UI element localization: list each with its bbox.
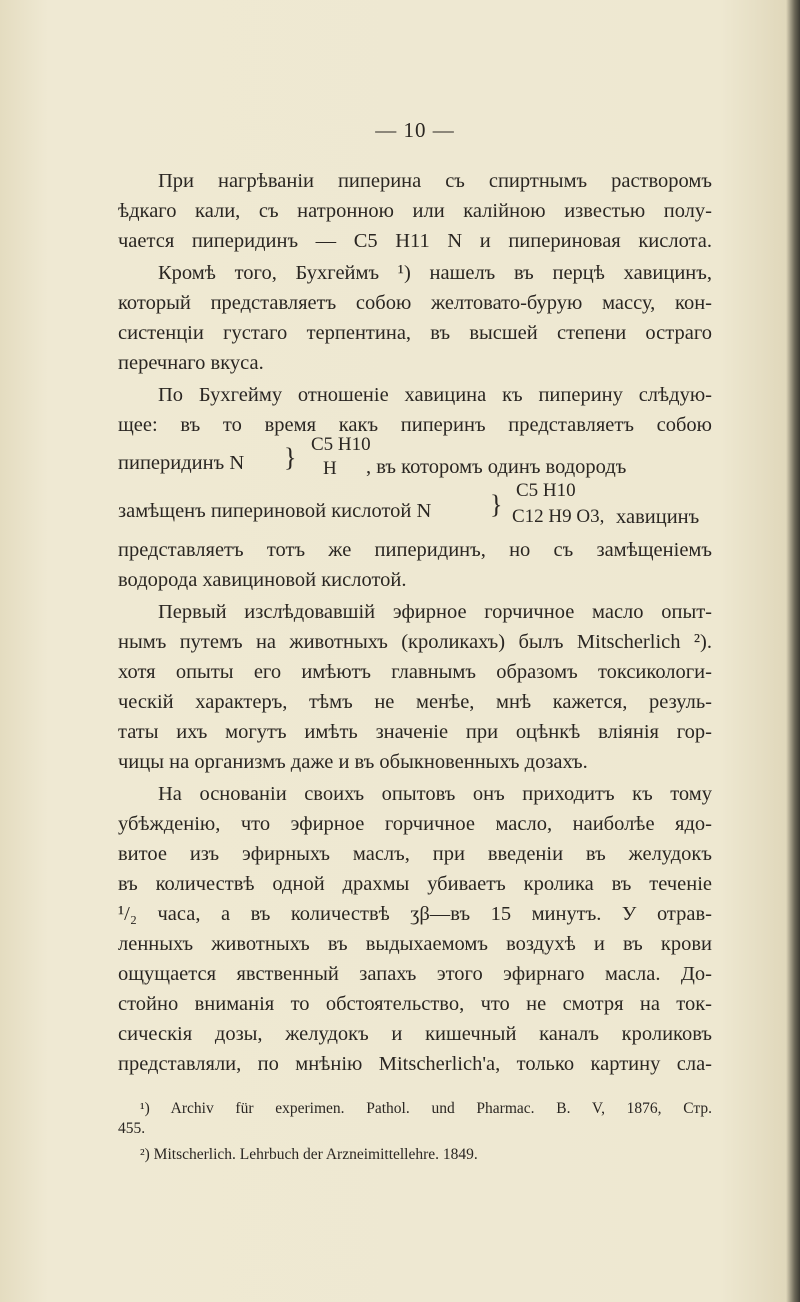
formula-bottom: H [323,458,337,479]
brace-glyph: } [284,443,297,472]
formula-bottom: C12 H9 O3, [512,506,605,527]
page-number: — 10 — [375,118,455,142]
formula-top: C5 H10 [516,480,576,501]
footnote-1-cont: 455. [118,1120,146,1137]
text-line: чицы на организмъ даже и въ обыкновенныхъ дозахъ. [118,751,588,773]
text-line: витое изъ эфирныхъ маслъ, при введеніи въ желудокъ [118,843,712,865]
text-line: ¹/₂ часа, а въ количествѣ ʒβ—въ 15 минутъ. У отрав- [118,903,712,925]
text-line: систенціи густаго терпентина, въ высшей степени остраго [118,322,712,344]
text-line: Кромѣ того, Бухгеймъ ¹) нашелъ въ перцѣ хавицинъ, [158,262,712,284]
page-edge-shadow [786,0,800,1302]
text-line: ленныхъ животныхъ въ выдыхаемомъ воздухѣ и въ крови [118,933,712,955]
text-line: По Бухгейму отношеніе хавицина къ пиперину слѣдую- [158,384,712,406]
footnote-2: ²) Mitscherlich. Lehrbuch der Arzneimittellehre. 1849. [140,1146,478,1163]
text-line: въ количествѣ одной драхмы убиваетъ кролика въ теченіе [118,873,712,895]
text-line: перечнаго вкуса. [118,352,264,374]
text-line: стойно вниманія то обстоятельство, что не смотря на ток- [118,993,712,1015]
text-line: хотя опыты его имѣютъ главнымъ образомъ токсикологи- [118,661,712,683]
text-line: сическія дозы, желудокъ и кишечный каналъ кроликовъ [118,1023,712,1045]
text-line: представляли, по мнѣнію Mitscherlich'а, только картину сла- [118,1053,712,1075]
text-line: чается пиперидинъ — C5 H11 N и пипериновая кислота. [118,230,712,252]
text-line: ческій характеръ, тѣмъ не менѣе, мнѣ кажется, резуль- [118,691,712,713]
text-line: нымъ путемъ на животныхъ (кроликахъ) былъ Mitscherlich ²). [118,631,712,653]
text-line: На основаніи своихъ опытовъ онъ приходитъ къ тому [158,783,712,805]
text-line: представляетъ тотъ же пиперидинъ, но съ замѣщеніемъ [118,539,712,561]
text-line: При нагрѣваніи пиперина съ спиртнымъ растворомъ [158,170,712,192]
text-line: щее: въ то время какъ пиперинъ представляетъ собою [118,414,712,436]
formula-right-text: , въ которомъ одинъ водородъ [366,456,627,478]
formula-right-text: хавицинъ [616,506,700,528]
formula-left-text: пиперидинъ N [118,452,245,474]
text-line: водорода хавициновой кислотой. [118,569,407,591]
brace-glyph: } [490,490,503,519]
text-line: который представляетъ собою желтовато-бурую массу, кон- [118,292,712,314]
text-line: убѣжденію, что эфирное горчичное масло, наиболѣе ядо- [118,813,712,835]
text-line: таты ихъ могутъ имѣть значеніе при оцѣнкѣ вліянія гор- [118,721,712,743]
text-line: ощущается явственный запахъ этого эфирнаго масла. До- [118,963,712,985]
formula-left-text: замѣщенъ пипериновой кислотой N [118,500,432,522]
formula-top: C5 H10 [311,434,371,455]
footnote-1: ¹) Archiv für experimen. Pathol. und Pharmac. B. V, 1876, Стр. [140,1100,712,1117]
text-line: ѣдкаго кали, съ натронною или калійною известью полу- [118,200,712,222]
text-line: Первый изслѣдовавшій эфирное горчичное масло опыт- [158,601,712,623]
